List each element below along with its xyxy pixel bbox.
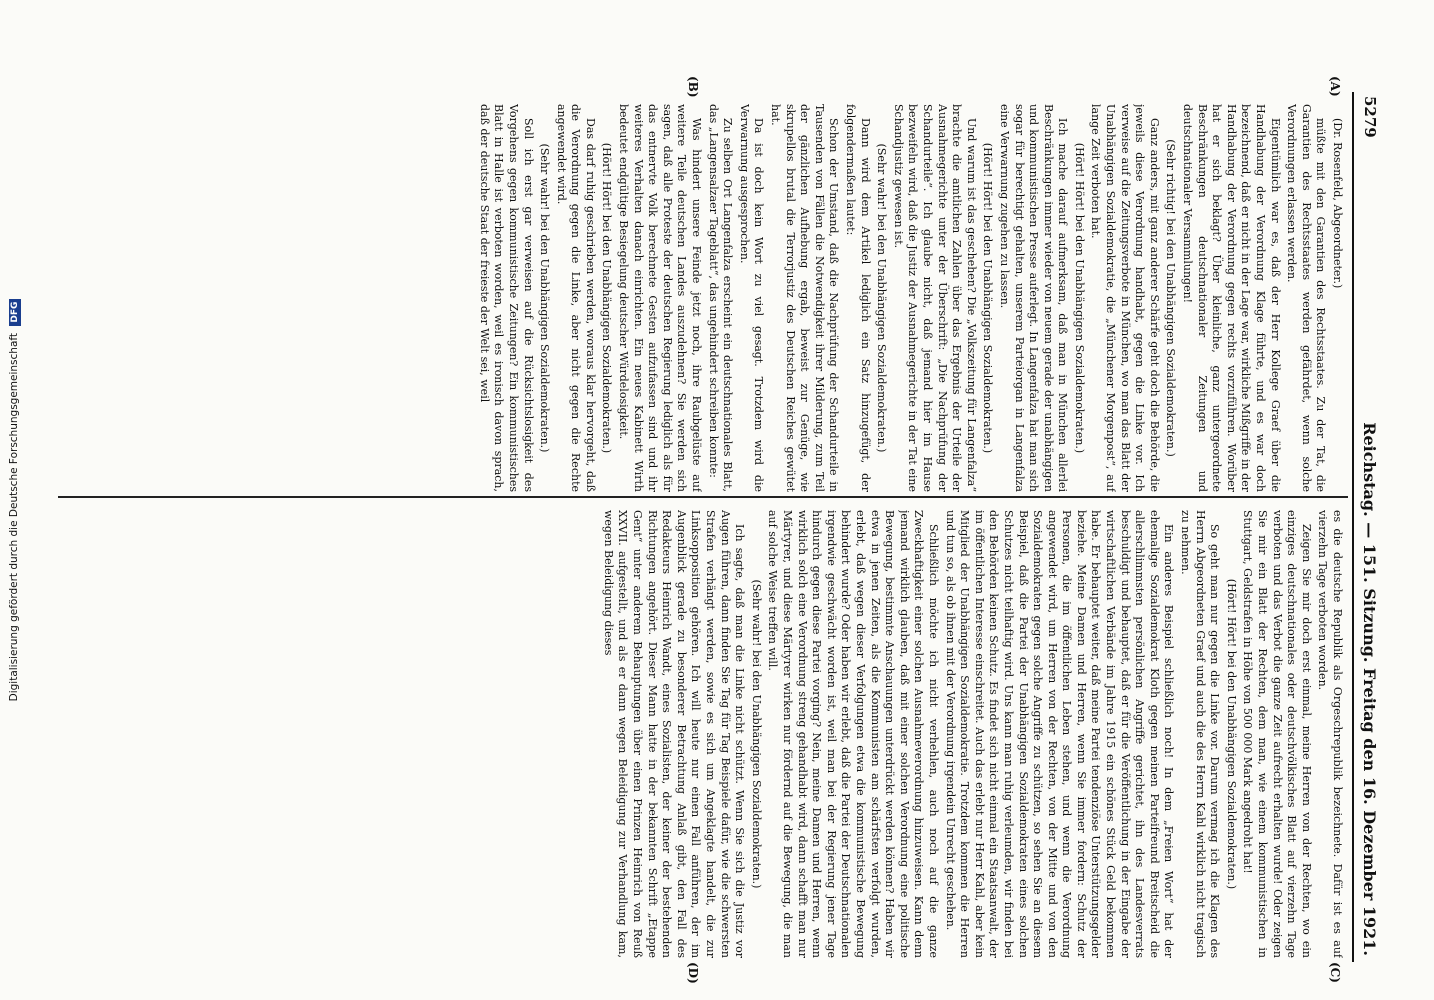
margin-mark-d: (D) <box>686 962 700 984</box>
column-divider <box>58 496 1348 498</box>
footer-strip <box>0 0 22 1000</box>
paragraph: Ganz anders, mit ganz anderer Schärfe geht doch die Behörde, die jeweils diese Verordnung handhabt, gegen die Linke vor. Ich verweise auf die Zeitungsverbote in München, wo man das Blatt der Unabhängigen Sozialdemokratie, die „Münchener Morgenpost“, auf lange Zeit verboten hat. <box>1089 104 1161 492</box>
interjection: (Hört! Hört! bei den Unabhängigen Sozialdemokraten.) <box>1224 578 1238 890</box>
digitization-credit <box>8 0 21 1000</box>
paragraph: Das darf ruhig geschrieben werden, woraus klar hervorgeht, daß die Verordnung gegen die Linke, aber nicht gegen die Rechte angewendet wird. <box>554 104 597 492</box>
interjection: (Sehr wahr! bei den Unabhängigen Sozialdemokraten.) <box>749 579 763 889</box>
paragraph: Was hindert unsere Feinde jetzt noch, ihre Raubgelüste auf weitere Teile deutschen Landes auszudehnen? Sie werden sich sagen, daß alle Proteste der deutschen Regierung lediglich als für das entnervte Volk berechnete Gesten aufzufassen sind und ihr weiteres Verhalten danach einrichten. Ein neues Kabinett Wirth bedeutet endgültige Besiegelung deutscher Würdelosigkeit. <box>617 104 704 492</box>
margin-mark-a: (A) <box>1328 76 1342 97</box>
interjection: (Hört! Hört! bei den Unabhängigen Sozialdemokraten.) <box>600 142 614 454</box>
header-rule <box>1352 92 1354 962</box>
page-header <box>1358 96 1382 956</box>
paragraph: Ich sagte, daß man die Linke nicht schützt. Wenn Sie sich die Justiz vor Augen führen, dann finden Sie Tag für Tag Beispiele dafür, wie die schwersten Strafen verhängt werden, sowie es sich um Angeklagte handelt, die zur Linksopposition gehören. Ich will heute nur einen Fall anführen, der im Augenblick gerade zu besonderer Betrachtung Anlaß gibt, den Fall des Redakteurs Heinrich Wandt, eines Sozialisten, der keiner der bestehenden Richtungen angehört. Dieser Mann hatte in der bekannten Schrift „Etappe Gent“ unter anderem Behauptungen über einen Prinzen Heinrich von Reuß XXVII. aufgestellt, und als er dann wegen Beleidigung zur Verhandlung kam, wegen Beleidigung dieses <box>601 510 747 958</box>
paragraph: So geht man nur gegen die Linke vor. Darum vermag ich die Klagen des Herrn Abgeordneten Graef und auch die des Herrn Kahl wirklich nicht tragisch zu nehmen. <box>1179 510 1222 958</box>
paragraph: Zeigen Sie mir doch erst einmal, meine Herren von der Rechten, wo ein einziges deutschnationales oder deutschvölkisches Blatt auf vierzehn Tage verboten und das Verbot die ganze Zeit aufrecht erhalten wurde! Oder zeigen Sie mir ein Blatt der Rechten, dem man, wie einem kommunistischen in Stuttgart, Geldstrafen in Höhe von 500 000 Mark angedroht hat! <box>1241 510 1313 958</box>
paragraph: Eigentümlich war es, daß der Herr Kollege Graef über die Handhabung der Verordnung Klage führte, und es war doch bezeichnend, daß er nicht in der Lage war, wirkliche Mißgriffe in der Handhabung der Verordnung gegen rechts vorzuführen. Worüber hat er sich beklagt? Über kleinliche, ganz untergeordnete Beschränkungen deutschnationaler Zeitungen und deutschnationaler Versammlungen! <box>1181 104 1282 492</box>
running-title: Reichstag. — 151. Sitzung. Freitag den 16. Dezember 1921. <box>1360 422 1380 956</box>
paragraph: Da ist doch kein Wort zu viel gesagt. Trotzdem wird die Verwarnung ausgesprochen. <box>737 104 766 492</box>
interjection: (Hört! Hört! bei den Unabhängigen Sozialdemokraten.) <box>981 142 995 454</box>
right-text-column <box>54 510 1344 958</box>
paragraph: Schon der Umstand, daß die Nachprüfung der Schandurteile in Tausenden von Fällen die Notwendigkeit ihrer Milderung, zum Teil der gänzlichen Aufhebung ergab, beweist zur Genüge, wie skrupellos brutal die Terrorjustiz des Deutschen Reiches gewütet hat. <box>769 104 841 492</box>
paragraph: Ich mache darauf aufmerksam, daß man in München allerlei Beschränkungen immer wieder von neuem gerade der unabhängigen und kommunistischen Presse auferlegt. In Langenfalza hat man sich sogar für berechtigt gehalten, unserem Parteiorgan in Langenfalza eine Verwarnung zugehen zu lassen. <box>997 104 1070 492</box>
dfg-logo: DFG <box>9 299 21 326</box>
credit-text: Digitalisierung gefördert durch die Deutsche Forschungsgemeinschaft <box>8 332 20 702</box>
interjection: (Sehr wahr! bei den Unabhängigen Sozialdemokraten.) <box>538 143 552 453</box>
paragraph: Ein anderes Beispiel schließlich noch! In dem „Freien Wort“ hat der ehemalige Sozialdemokrat Kloth gegen meinen Parteifreund Breitscheid die allerschlimmsten persönlichen Angriffe gerichtet, ihn des Landesverrats beschuldigt und behauptet, daß er für die Veröffentlichung in der Eingabe der wirtschaftlichen Verbände im Jahre 1915 ein schönes Stück Geld bekommen habe. Er behauptet weiter, daß meine Partei tendenziöse Unterstützungsgelder beziehe. Meine Damen und Herren, wenn Sie immer fordern: Schutz der Personen, die im öffentlichen Leben stehen, und wenn die Verordnung angewendet wird, um Herren von der Rechten, von der Mitte und von den Sozialdemokraten gegen solche Angriffe zu schützen, so sehen Sie an diesem Beispiel, daß die Partei der Unabhängigen Sozialdemokraten eines solchen Schutzes nicht teilhaftig wird. Uns kann man ruhig verleumden, wir finden bei den Behörden keinen Schutz. Es findet sich nicht einmal ein Staatsanwalt, der im öffentlichen Interesse einschreitet. Auch das erlebt nur Herr Kahl, aber kein Mitglied der Unabhängigen Sozialdemokratie. Trotzdem kommen die Herren und tun so, als ob ihnen mit der Verordnung irgendein Unrecht geschehen. <box>943 510 1176 958</box>
left-text-column <box>54 104 1344 492</box>
paragraph: Zu selben Ort Langenfalza erscheint ein deutschnationales Blatt, das „Langensalzaer Tageblatt“, das ungehindert schreiben konnte: <box>706 104 735 492</box>
paragraph: (Dr. Rosenfeld, Abgeordneter.) <box>1331 118 1344 289</box>
margin-mark-c: (C) <box>1328 962 1342 983</box>
interjection: (Sehr richtig! bei den Unabhängigen Sozialdemokraten.) <box>1164 139 1178 457</box>
paragraph: Dann wird dem Artikel lediglich ein Satz hinzugefügt, der folgendermaßen lautet: <box>844 104 872 492</box>
paragraph: Und warum ist das geschehen? Die „Volkszeitung für Langenfalza“ brachte die amtlichen Zahlen über das Ergebnis der Urteile der Ausnahmegerichte unter der Überschrift: „Die Nachprüfung der Schandurteile“. Ich glaube nicht, daß jemand hier im Hause bezweifeln wird, daß die Justiz der Ausnahmegerichte in der Tat eine Schandjustiz gewesen ist. <box>891 104 978 492</box>
paragraph: Schließlich möchte ich nicht verhehlen, auch noch auf die ganze Zweckhaftigkeit einer solchen Ausnahmeverordnung hinzuweisen. Kann denn jemand wirklich glauben, daß mit einer solchen Verordnung eine politische Bewegung, bestimmte Anschauungen unterdrückt werden können? Haben wir etwa in jenen Zeiten, als die Kommunisten am schärfsten verfolgt wurden, erlebt, daß wegen dieser Verfolgungen etwa die kommunistische Bewegung behindert wurde? Oder haben wir erlebt, daß die Partei der Deutschnationalen irgendwie geschwächt worden ist, weil man bei der Regierung jener Tage hindurch gegen diese Partei vorging? Nein, meine Damen und Herren, wenn wirklich solch eine Verordnung streng gehandhabt wird, dann schafft man nur Märtyrer, und diese Märtyrer wirken nur fördernd auf die Bewegung, die man auf solche Weise treffen will. <box>766 510 940 958</box>
page-number: 5279 <box>1361 96 1379 138</box>
interjection: (Sehr wahr! bei den Unabhängigen Sozialdemokraten.) <box>875 143 889 453</box>
paragraph: es die deutsche Republik als Orgeschrepublik bezeichnete. Dafür ist es auf vierzehn Tage verboten worden. <box>1316 510 1344 958</box>
margin-mark-b: (B) <box>686 76 700 98</box>
paragraph: Soll ich erst gar verweisen auf die Rücksichtslosigkeit des Vorgehens gegen kommunistische Zeitungen? Ein kommunistisches Blatt in Halle ist verboten worden, weil es ironisch davon sprach, daß der deutsche Staat der freieste der Welt sei, weil <box>477 104 535 492</box>
paragraph: müßte mit den Garantien des Rechtsstaates. Zu der Tat, die Garantien des Rechtsstaates werden gefährdet, wenn solche Verordnungen erlassen werden. <box>1285 104 1328 492</box>
interjection: (Hört! Hört! bei den Unabhängigen Sozialdemokraten.) <box>1072 142 1086 454</box>
